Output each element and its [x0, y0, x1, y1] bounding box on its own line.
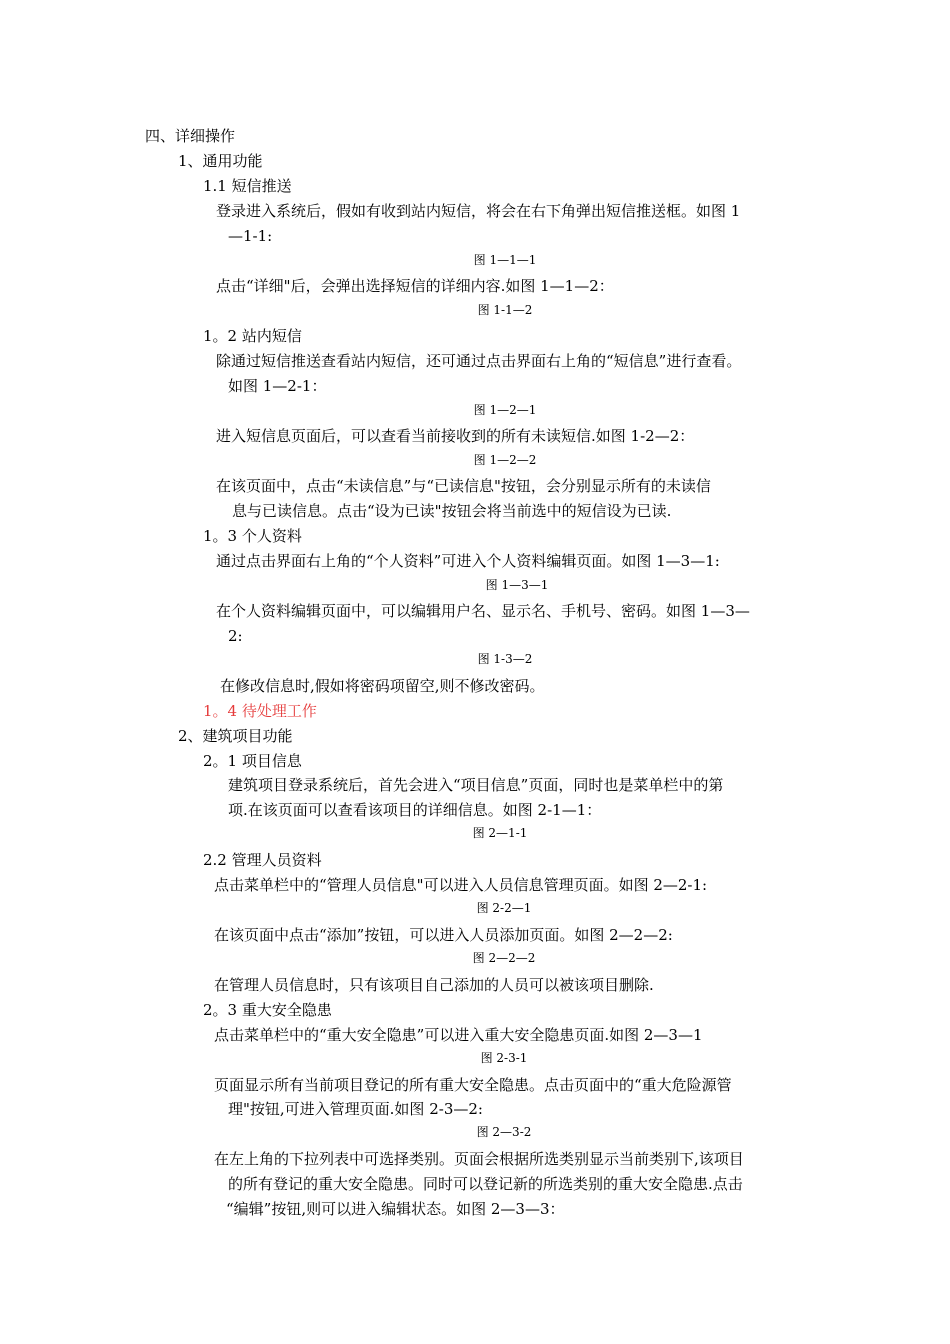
subsection-heading: 2、建筑项目功能 — [178, 727, 293, 745]
item-heading: 1。2 站内短信 — [203, 327, 302, 345]
paragraph-line: 项.在该页面可以查看该项目的详细信息。如图 2-1—1： — [228, 801, 602, 819]
figure-caption: 图 1-3—2 — [477, 652, 533, 666]
figure-caption: 图 1-1—2 — [477, 303, 533, 317]
item-heading-pending-work: 1。4 待处理工作 — [203, 702, 317, 720]
figure-caption: 图 2—3-2 — [476, 1125, 532, 1139]
figure-caption: 图 2-3-1 — [480, 1051, 528, 1065]
figure-caption: 图 1—2—2 — [473, 453, 537, 467]
paragraph-line: 息与已读信息。点击“设为已读"按钮会将当前选中的短信设为已读. — [232, 502, 672, 520]
figure-caption: 图 2-2—1 — [476, 901, 532, 915]
item-heading: 2。3 重大安全隐患 — [203, 1001, 332, 1019]
figure-caption: 图 1—3—1 — [485, 578, 549, 592]
paragraph-line: 如图 1—2-1： — [228, 377, 327, 395]
paragraph-line: 除通过短信推送查看站内短信，还可通过点击界面右上角的“短信息”进行查看。 — [216, 352, 742, 370]
figure-caption: 图 2—1-1 — [472, 826, 528, 840]
paragraph-line: 在个人资料编辑页面中，可以编辑用户名、显示名、手机号、密码。如图 1—3— — [216, 602, 750, 620]
paragraph-line: 点击菜单栏中的“重大安全隐患”可以进入重大安全隐患页面.如图 2—3—1 — [214, 1026, 703, 1044]
subsection-heading: 1、通用功能 — [178, 152, 263, 170]
paragraph-line: 在管理人员信息时，只有该项目自己添加的人员可以被该项目删除. — [214, 976, 654, 994]
paragraph-line: 页面显示所有当前项目登记的所有重大安全隐患。点击页面中的“重大危险源管 — [214, 1076, 732, 1094]
paragraph-line: 在该页面中，点击“未读信息”与“已读信息"按钮，会分别显示所有的未读信 — [216, 477, 711, 495]
section-heading: 四、详细操作 — [145, 127, 236, 145]
paragraph-line: 通过点击界面右上角的“个人资料”可进入个人资料编辑页面。如图 1—3—1: — [216, 552, 720, 570]
paragraph-line: 理"按钮,可进入管理页面.如图 2-3—2: — [228, 1100, 483, 1118]
item-heading: 2.2 管理人员资料 — [203, 851, 322, 869]
paragraph-line: 在修改信息时,假如将密码项留空,则不修改密码。 — [220, 677, 545, 695]
item-heading: 1。3 个人资料 — [203, 527, 302, 545]
item-heading: 2。1 项目信息 — [203, 752, 302, 770]
paragraph-line: —1-1: — [228, 227, 273, 245]
paragraph-line: 点击菜单栏中的“管理人员信息"可以进入人员信息管理页面。如图 2—2-1: — [214, 876, 708, 894]
paragraph-line: “编辑”按钮,则可以进入编辑状态。如图 2—3—3： — [226, 1200, 565, 1218]
figure-caption: 图 1—2—1 — [473, 403, 537, 417]
paragraph-line: 2: — [228, 627, 243, 645]
paragraph-line: 点击“详细"后，会弹出选择短信的详细内容.如图 1—1—2： — [216, 277, 614, 295]
paragraph-line: 在该页面中点击“添加”按钮，可以进入人员添加页面。如图 2—2—2: — [214, 926, 673, 944]
paragraph-line: 建筑项目登录系统后，首先会进入“项目信息”页面，同时也是菜单栏中的第 — [228, 776, 724, 794]
paragraph-line: 登录进入系统后，假如有收到站内短信，将会在右下角弹出短信推送框。如图 1 — [216, 202, 741, 220]
paragraph-line: 的所有登记的重大安全隐患。同时可以登记新的所选类别的重大安全隐患.点击 — [228, 1175, 743, 1193]
paragraph-line: 进入短信息页面后，可以查看当前接收到的所有未读短信.如图 1-2—2： — [216, 427, 695, 445]
figure-caption: 图 1—1—1 — [473, 253, 537, 267]
item-heading: 1.1 短信推送 — [203, 177, 292, 195]
figure-caption: 图 2—2—2 — [472, 951, 536, 965]
paragraph-line: 在左上角的下拉列表中可选择类别。页面会根据所选类别显示当前类别下,该项目 — [214, 1150, 744, 1168]
